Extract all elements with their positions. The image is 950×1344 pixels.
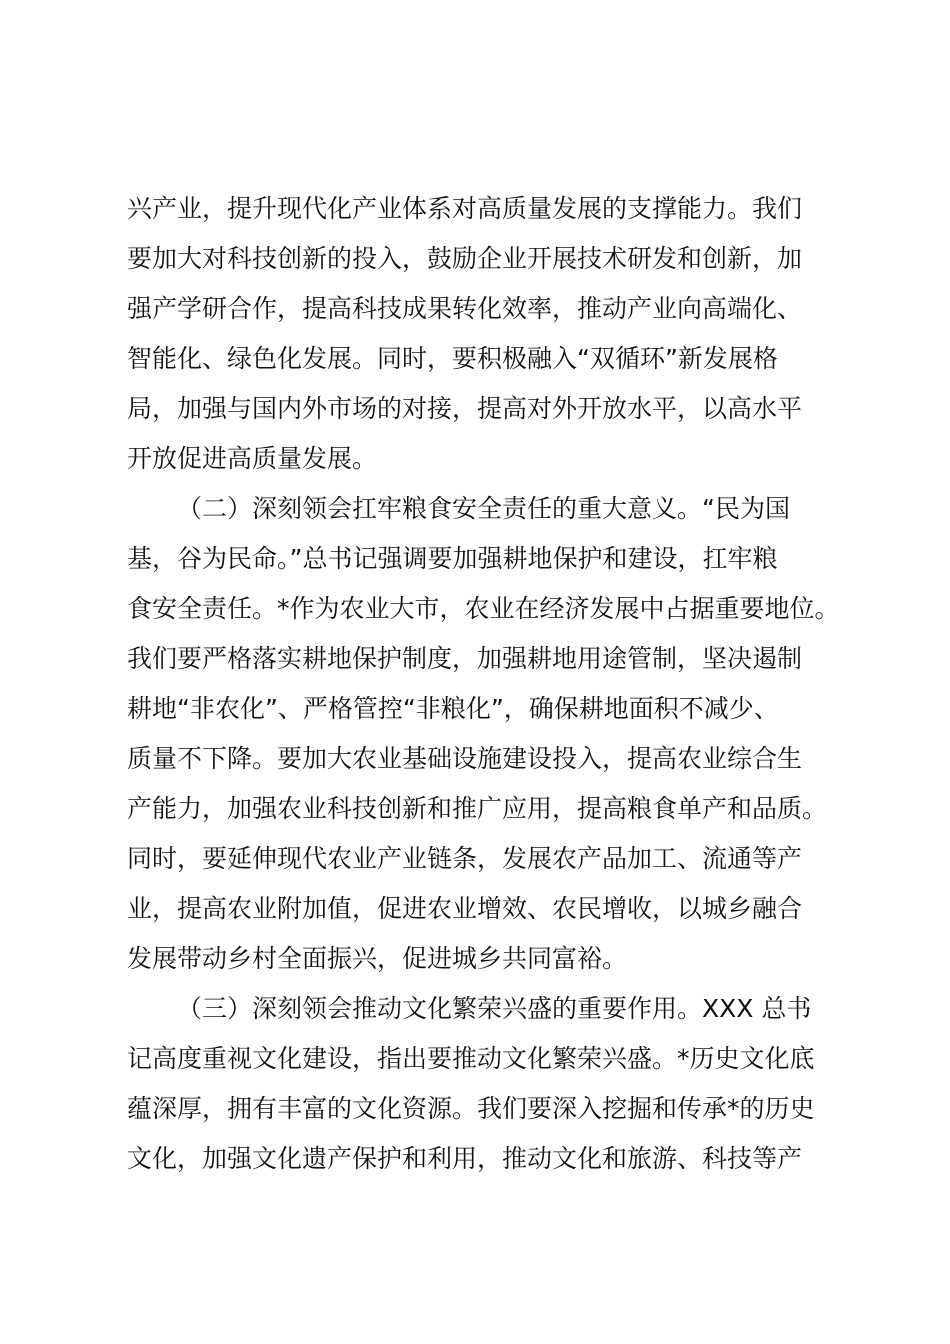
text-line: 同时，要延伸现代农业产业链条，发展农产品加工、流通等产 [127,844,803,873]
text-line: 要加大对科技创新的投入，鼓励企业开展技术研发和创新，加 [127,244,803,273]
text-line: 发展带动乡村全面振兴，促进城乡共同富裕。 [127,944,628,973]
text-line: 质量不下降。要加大农业基础设施建设投入，提高农业综合生 [127,744,803,773]
text-line: 开放促进高质量发展。 [127,444,378,473]
text-line: 文化，加强文化遗产保护和利用，推动文化和旅游、科技等产 [127,1144,803,1173]
text-line: 业，提高农业附加值，促进农业增效、农民增收，以城乡融合 [127,894,803,923]
text-line: 智能化、绿色化发展。同时，要积极融入“双循环”新发展格 [127,344,778,373]
text-line: 食安全责任。*作为农业大市，农业在经济发展中占据重要地位。 [127,594,840,623]
text-line: 局，加强与国内外市场的对接，提高对外开放水平，以高水平 [127,394,803,423]
text-line: 兴产业，提升现代化产业体系对高质量发展的支撑能力。我们 [127,194,803,223]
body-text [127,184,847,1184]
text-line: 我们要严格落实耕地保护制度，加强耕地用途管制，坚决遏制 [127,644,803,673]
text-line: 记高度重视文化建设，指出要推动文化繁荣兴盛。*历史文化底 [127,1044,815,1073]
text-line: 耕地“非农化”、严格管控“非粮化”，确保耕地面积不减少、 [127,694,779,723]
text-line: 产能力，加强农业科技创新和推广应用，提高粮食单产和品质。 [127,794,828,823]
text-line: 强产学研合作，提高科技成果转化效率，推动产业向高端化、 [127,294,803,323]
section-heading-line: （三）深刻领会推动文化繁荣兴盛的重要作用。XXX 总书 [177,994,812,1023]
text-line: 蕴深厚，拥有丰富的文化资源。我们要深入挖掘和传承*的历史 [127,1094,815,1123]
text-line: 基，谷为民命。”总书记强调要加强耕地保护和建设，扛牢粮 [127,544,778,573]
section-heading-line: （二）深刻领会扛牢粮食安全责任的重大意义。“民为国 [177,494,790,523]
